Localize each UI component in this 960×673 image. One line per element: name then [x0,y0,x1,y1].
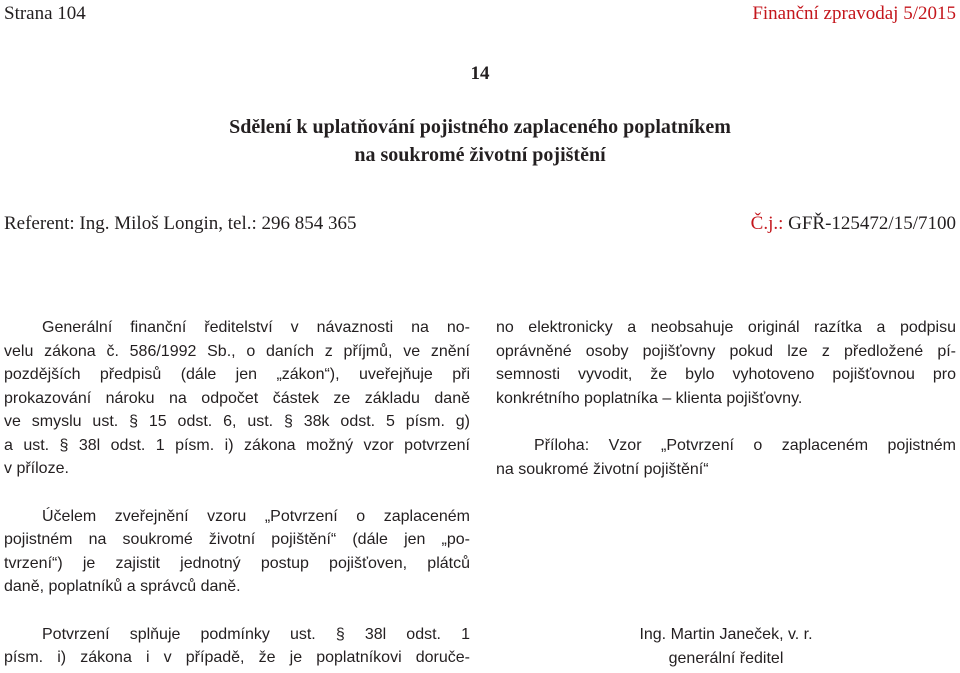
attachment-note [496,434,956,481]
paragraph-purpose [4,505,470,599]
paragraph-continuation [496,316,956,410]
text-line: ve smyslu ust. § 15 odst. 6, ust. § 38k odst. 5 písm. g) [4,413,470,430]
text-line: daně, poplatníků a správců daně. [4,578,241,595]
title-line-1: Sdělení k uplatňování pojistného zaplaceného poplatníkem [229,116,731,138]
text-line: pozdějších předpisů (dále jen „zákon“), uveřejňuje při [4,366,470,383]
text-line: tvrzení“) je zajistit jednotný postup pojišťoven, plátců [4,554,470,572]
left-column [4,316,470,670]
text-line: oprávněné osoby pojišťovny pokud lze z předložené pí- [496,342,956,360]
text-line: velu zákona č. 586/1992 Sb., o daních z příjmů, ve znění [4,342,470,360]
reference-value: GFŘ-125472/15/7100 [783,213,956,234]
text-line: písm. i) zákona i v případě, že je poplatníkovi doruče- [4,649,470,666]
text-line: konkrétního poplatníka – klienta pojišťovny. [496,389,803,407]
signature-block [496,623,956,670]
signatory-role: generální ředitel [668,649,784,667]
text-line: v příloze. [4,460,69,477]
text-line: Generální finanční ředitelství v návaznosti na no- [42,319,470,336]
page-number: Strana 104 [4,3,86,24]
document-title [0,113,960,169]
text-line: a ust. § 38l odst. 1 písm. i) zákona možný vzor potvrzení [4,436,470,454]
referent: Referent: Ing. Miloš Longin, tel.: 296 854 365 [4,213,357,234]
text-line: Potvrzení splňuje podmínky ust. § 38l odst. 1 [42,625,470,643]
reference-label: Č.j.: [750,213,784,234]
document-number: 14 [470,63,490,84]
journal-name: Finanční zpravodaj 5/2015 [752,3,956,24]
text-line: Účelem zveřejnění vzoru „Potvrzení o zaplaceném [42,507,470,525]
right-column [496,316,956,481]
text-line: prokazování nároku na odpočet částek ze základu daně [4,389,470,407]
title-line-2: na soukromé životní pojištění [354,144,606,166]
signatory-name: Ing. Martin Janeček, v. r. [639,626,813,643]
paragraph-conditions [4,623,470,670]
paragraph-intro [4,316,470,481]
reference-number [751,212,956,236]
text-line: pojistném na soukromé životní pojištění“ (dále jen „po- [4,531,470,548]
text-line: no elektronicky a neobsahuje originál razítka a podpisu [496,319,956,336]
text-line: Příloha: Vzor „Potvrzení o zaplaceném pojistném [534,437,956,454]
text-line: semnosti vyvodit, že bylo vyhotoveno pojišťovnou pro [496,366,956,383]
text-line: na soukromé životní pojištění“ [496,460,709,478]
